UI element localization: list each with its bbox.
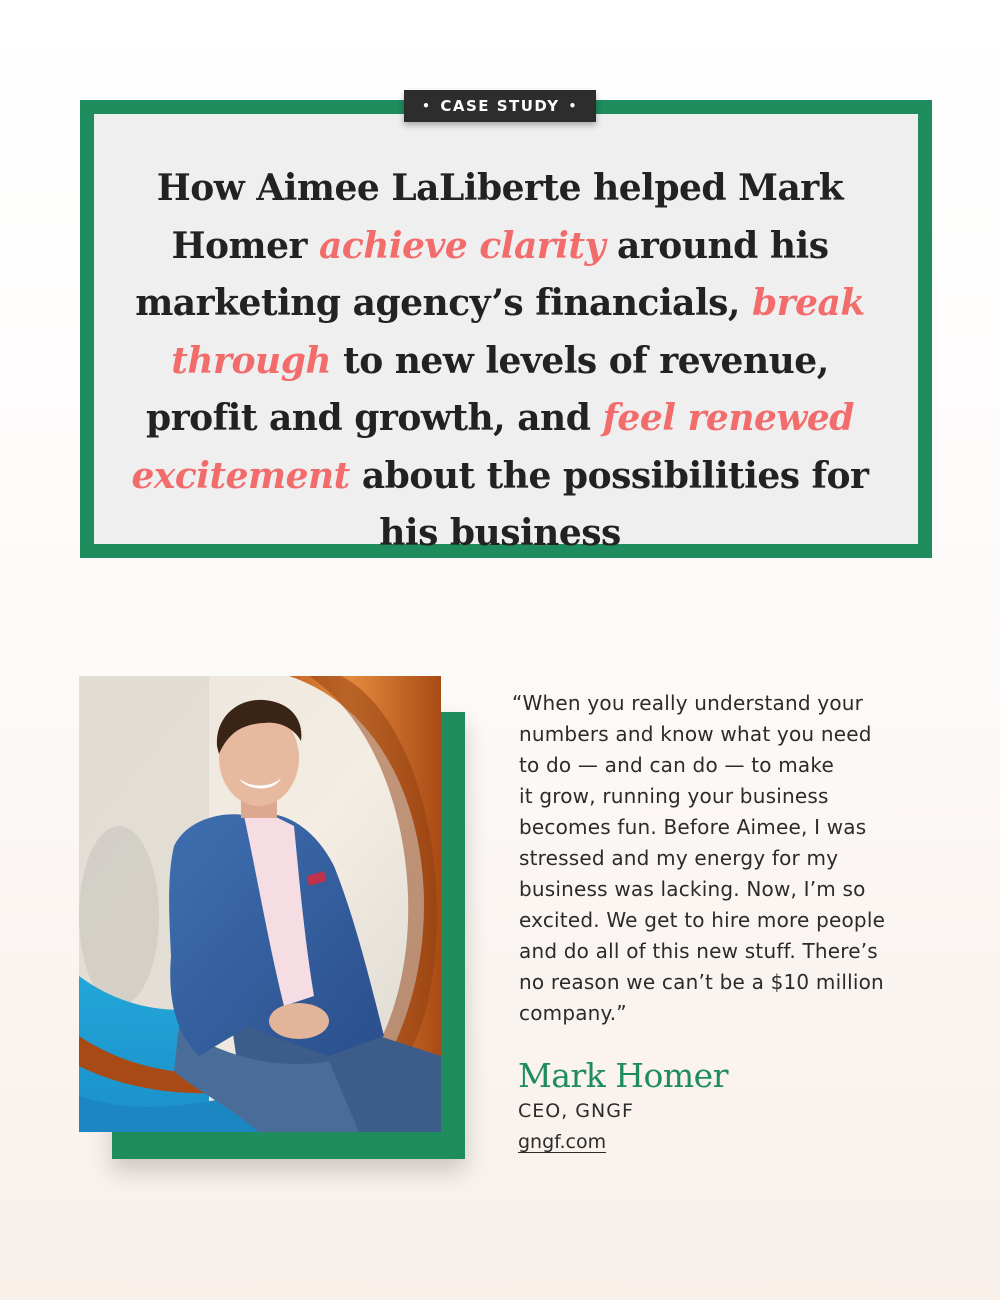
quote-line: “When you really understand your: [512, 691, 864, 715]
portrait-photo: [79, 676, 441, 1132]
quote-line: becomes fun. Before Aimee, I was: [519, 815, 867, 839]
quote-line: to do — and can do — to make: [519, 753, 834, 777]
author-name: Mark Homer: [518, 1056, 728, 1095]
headline-highlight: feel renewed excitement: [131, 397, 854, 497]
headline-text: How Aimee LaLiberte helped Mark Homer: [156, 167, 844, 267]
quote-line: excited. We get to hire more people: [519, 908, 886, 932]
quote-line: business was lacking. Now, I’m so: [519, 877, 866, 901]
quote-line: company.”: [519, 1001, 627, 1025]
headline-text: about the possibilities for his business: [349, 454, 869, 554]
headline-highlight: achieve clarity: [319, 224, 605, 267]
testimonial-quote: [508, 688, 938, 1029]
quote-line: no reason we can’t be a $10 million: [519, 970, 884, 994]
badge-dot-right: •: [568, 99, 578, 113]
headline: [110, 160, 890, 563]
badge-dot-left: •: [422, 99, 432, 113]
headline-highlight: break through: [171, 282, 865, 382]
headline-text: around his marketing agency’s financials,: [135, 224, 829, 324]
quote-line: numbers and know what you need: [519, 722, 872, 746]
badge-label: CASE STUDY: [440, 97, 560, 115]
case-study-badge: [404, 90, 596, 122]
quote-line: it grow, running your business: [519, 784, 829, 808]
website-link[interactable]: gngf.com: [518, 1131, 607, 1153]
author-role: CEO, GNGF: [518, 1100, 634, 1122]
quote-line: stressed and my energy for my: [519, 846, 839, 870]
headline-text: to new levels of revenue, profit and growth, and: [146, 339, 829, 439]
quote-line: and do all of this new stuff. There’s: [519, 939, 878, 963]
